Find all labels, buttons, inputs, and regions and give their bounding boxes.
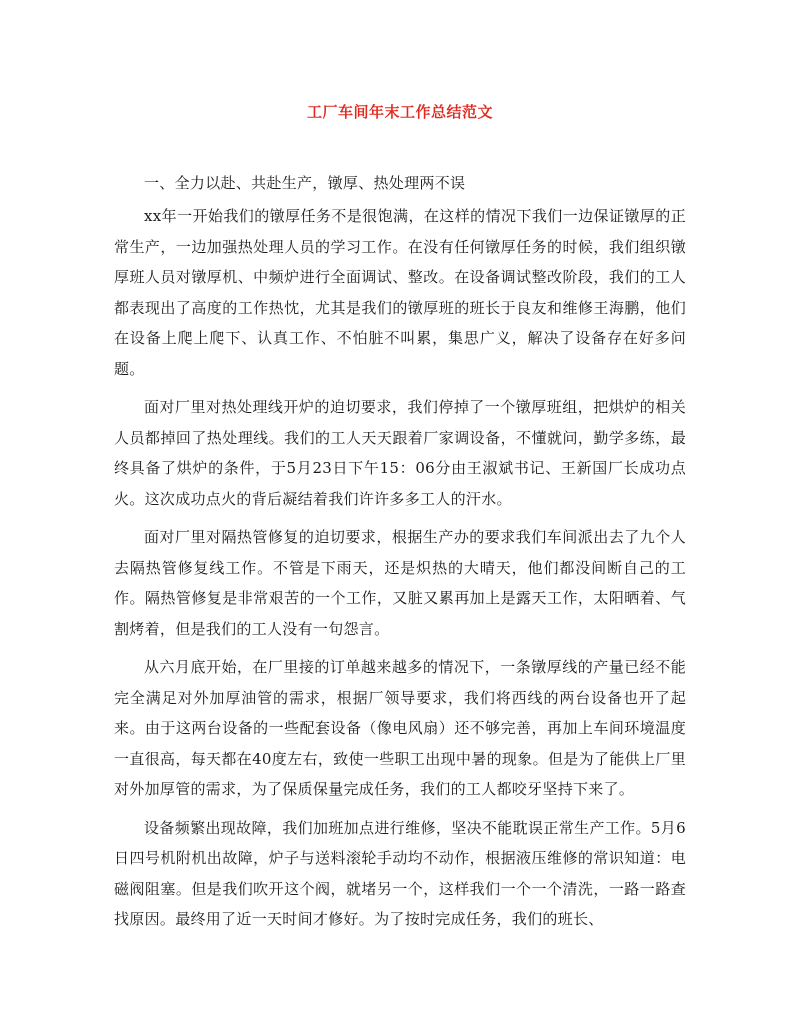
paragraph-4: 从六月底开始，在厂里接的订单越来越多的情况下，一条镦厚线的产量已经不能完全满足对外加厚油管的需求，根据厂领导要求，我们将西线的两台设备也开了起来。由于这两台设备的一些配套设备（像电风扇）还不够完善，再加上车间环境温度一直很高，每天都在40度左右，致使一些职工出现中暑的现象。但是为了能供上厂里对外加厚管的需求，为了保质保量完成任务，我们的工人都咬牙坚持下来了。 (114, 658, 686, 798)
document-title: 工厂车间年末工作总结范文 (306, 103, 493, 121)
paragraph-2: 面对厂里对热处理线开炉的迫切要求，我们停掉了一个镦厚班组，把烘炉的相关人员都掉回了热处理线。我们的工人天天跟着厂家调设备，不懂就问，勤学多练，最终具备了烘炉的条件，于5月23日下午15：06分由王淑斌书记、王新国厂长成功点火。这次成功点火的背后凝结着我们许许多多工人的汗水。 (114, 398, 686, 508)
paragraph-5: 设备频繁出现故障，我们加班加点进行维修，坚决不能耽误正常生产工作。5月6日四号机附机出故障，炉子与送料滚轮手动均不动作，根据液压维修的常识知道：电磁阀阻塞。但是我们吹开这个阀，就堵另一个，这样我们一个一个清洗，一路一路查找原因。最终用了近一天时间才修好。为了按时完成任务，我们的班长、 (114, 818, 686, 928)
section-heading: 一、全力以赴、共赴生产，镦厚、热处理两不误 (144, 174, 466, 192)
paragraph-1: xx年一开始我们的镦厚任务不是很饱满，在这样的情况下我们一边保证镦厚的正常生产，一边加强热处理人员的学习工作。在没有任何镦厚任务的时候，我们组织镦厚班人员对镦厚机、中频炉进行全面调试、整改。在设备调试整改阶段，我们的工人都表现出了高度的工作热忱，尤其是我们的镦厚班的班长于良友和维修王海鹏，他们在设备上爬上爬下、认真工作、不怕脏不叫累，集思广义，解决了设备存在好多问题。 (114, 207, 686, 378)
paragraph-3: 面对厂里对隔热管修复的迫切要求，根据生产办的要求我们车间派出去了九个人去隔热管修复线工作。不管是下雨天，还是炽热的大晴天，他们都没间断自己的工作。隔热管修复是非常艰苦的一个工作，又脏又累再加上是露天工作，太阳晒着、气割烤着，但是我们的工人没有一句怨言。 (114, 528, 686, 638)
